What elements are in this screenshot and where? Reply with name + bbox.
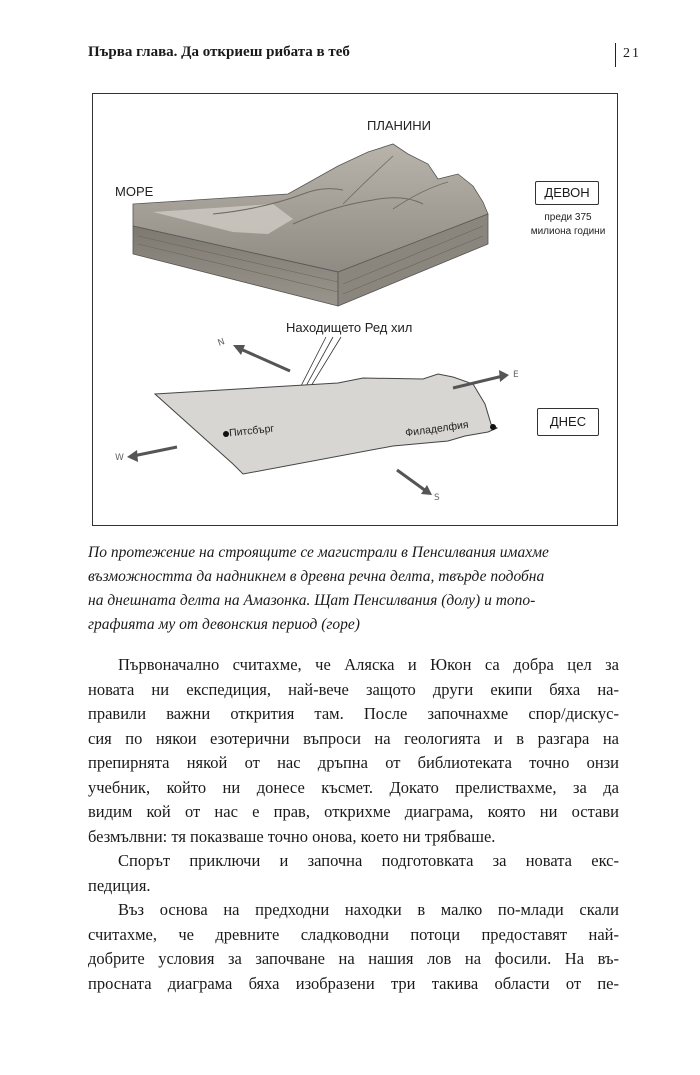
compass-arrow-south-icon	[397, 470, 440, 503]
body-line: Спорът приключи и започна подготовката за новата екс-	[118, 851, 619, 870]
figure-caption	[88, 541, 618, 637]
body-text	[88, 653, 619, 996]
body-line: препирнята някой от нас дръпна от библиотеката точно онзи	[88, 753, 619, 772]
svg-text:N: N	[216, 337, 227, 349]
compass-arrow-north-icon	[217, 337, 290, 371]
svg-text:E: E	[513, 370, 519, 380]
red-hill-site-label: Находището Ред хил	[286, 320, 413, 335]
body-line: Въз основа на предходни находки в малко по-млади скали	[118, 900, 619, 919]
time-ago-line-1: преди 375	[544, 212, 592, 223]
philadelphia-label: Филаделфия	[404, 418, 470, 440]
body-line: видим кой от нас е прав, открихме диаграма, която ни остави	[88, 802, 619, 821]
pittsburgh-label: Питсбърг	[228, 422, 275, 440]
body-line: сия по някои езотерични въпроси на геологията и в разгара на	[88, 728, 619, 748]
body-line: учебник, който ни донесе късмет. Докато прелиствахме, за да	[88, 777, 619, 797]
caption-line: графията му от девонския период (горе)	[88, 616, 360, 633]
devon-terrain-block	[133, 144, 488, 306]
svg-text:W: W	[115, 453, 124, 463]
time-ago-line-2: милиона години	[530, 226, 606, 237]
body-line: Първоначално считахме, че Аляска и Юкон са добра цел за	[118, 655, 619, 674]
compass-arrow-west-icon	[115, 447, 177, 463]
time-ago-label	[508, 211, 628, 239]
svg-text:S: S	[434, 493, 440, 503]
body-line: безмълвни: тя показваше точно онова, което ни трябваше.	[88, 826, 496, 846]
body-line: педиция.	[88, 875, 151, 895]
figure	[92, 93, 618, 526]
compass-arrow-east-icon	[453, 370, 519, 388]
caption-line: на днешната делта на Амазонка. Щат Пенсилвания (долу) и топо-	[88, 592, 536, 609]
body-line: просната диаграма бяха изобразени три такива области от пе-	[88, 973, 619, 993]
page-number: 21	[623, 46, 641, 61]
caption-line: възможността да надникнем в древна речна делта, твърде подобна	[88, 568, 545, 585]
header-divider	[615, 43, 616, 67]
body-line: новата ни експедиция, най-вече защото други екипи бяха на-	[88, 679, 619, 699]
sea-label: МОРЕ	[115, 184, 154, 199]
body-line: добрите условия за започване на нашия лов на фосили. На въ-	[88, 949, 619, 968]
figure-illustration	[93, 94, 617, 525]
caption-line: По протежение на строящите се магистрали в Пенсилвания имахме	[88, 544, 549, 561]
philadelphia-marker	[490, 424, 496, 430]
devon-label-box: ДЕВОН	[535, 181, 599, 205]
body-line: считахме, че древните сладководни потоци предоставят най-	[88, 924, 619, 944]
chapter-title: Първа глава. Да откриеш рибата в теб	[88, 44, 350, 60]
mountains-label: ПЛАНИНИ	[367, 118, 432, 133]
body-line: правили важни открития там. После започнахме спор/дискус-	[88, 704, 619, 723]
today-label-box: ДНЕС	[537, 408, 599, 436]
